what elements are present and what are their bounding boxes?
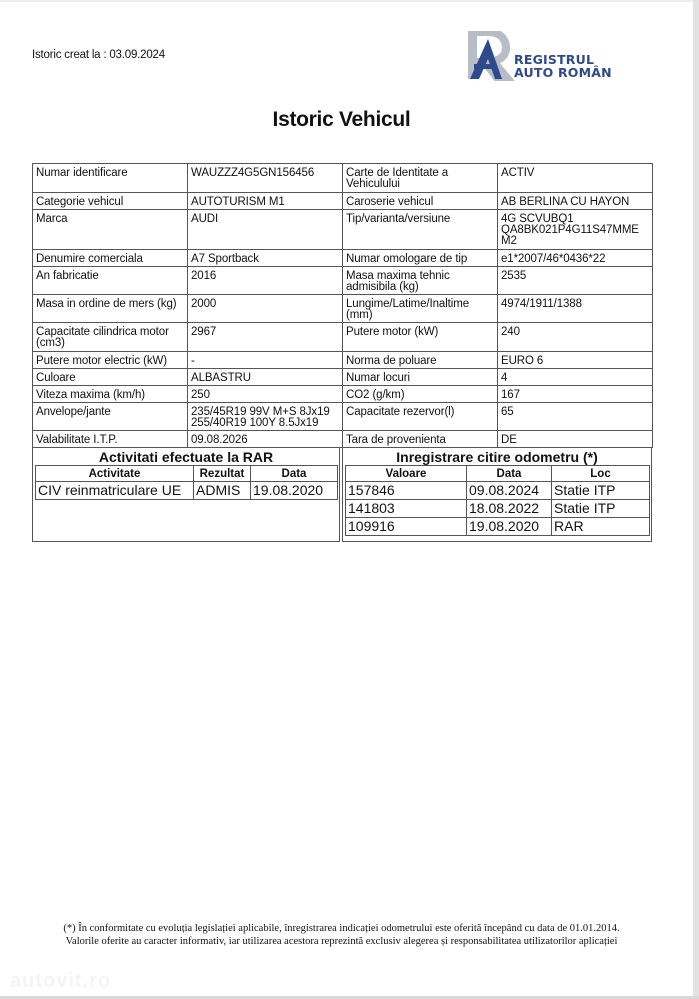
field-label-cell: Numar locuri (343, 369, 498, 386)
activities-section (32, 447, 340, 542)
field-value-cell: 2016 (188, 267, 343, 295)
field-label-cell: Numar identificare (33, 164, 188, 193)
field-label-cell: Capacitate rezervor(l) (343, 403, 498, 431)
field-label-cell: Marca (33, 210, 188, 250)
field-value-cell: AB BERLINA CU HAYON (498, 193, 653, 210)
table-row (33, 295, 653, 323)
rar-logo-mark-icon (466, 31, 516, 81)
table-row (346, 500, 650, 518)
field-label-cell: Tara de provenienta (343, 431, 498, 448)
location-cell: Statie ITP (552, 482, 650, 500)
column-header: Valoare (346, 466, 467, 482)
table-row (33, 210, 653, 250)
field-value-cell: A7 Sportback (188, 250, 343, 267)
column-header: Data (251, 466, 338, 482)
watermark: autovit.ro (10, 970, 112, 992)
footnote-line-1: (*) În conformitate cu evoluția legislației aplicabile, înregistrarea indicației odometrului este oferită începând cu data de 01.01.2014. (63, 923, 620, 934)
table-row (33, 164, 653, 193)
column-header: Rezultat (194, 466, 251, 482)
odometer-section (342, 447, 652, 542)
rar-logo (466, 31, 616, 81)
field-label-cell: An fabricatie (33, 267, 188, 295)
table-row (33, 386, 653, 403)
table-row (33, 250, 653, 267)
column-header: Activitate (36, 466, 194, 482)
field-value-cell: 09.08.2026 (188, 431, 343, 448)
table-row (346, 482, 650, 500)
field-value-cell: ALBASTRU (188, 369, 343, 386)
field-label-cell: Numar omologare de tip (343, 250, 498, 267)
field-value-cell: 235/45R19 99V M+S 8Jx19 255/40R19 100Y 8.5Jx19 (188, 403, 343, 431)
field-value-cell: AUTOTURISM M1 (188, 193, 343, 210)
location-cell: RAR (552, 518, 650, 536)
field-value-cell: 2000 (188, 295, 343, 323)
field-value-cell: - (188, 352, 343, 369)
field-label-cell: Denumire comerciala (33, 250, 188, 267)
field-value-cell: 167 (498, 386, 653, 403)
field-value-cell: e1*2007/46*0436*22 (498, 250, 653, 267)
value-cell: 141803 (346, 500, 467, 518)
value-cell: 157846 (346, 482, 467, 500)
rar-logo-text (514, 53, 612, 79)
field-value-cell: 4 (498, 369, 653, 386)
field-label-cell: Caroserie vehicul (343, 193, 498, 210)
field-value-cell: 240 (498, 323, 653, 352)
value-cell: 109916 (346, 518, 467, 536)
field-value-cell: DE (498, 431, 653, 448)
field-value-cell: 2535 (498, 267, 653, 295)
activity-cell: CIV reinmatriculare UE (36, 482, 194, 500)
footnote-line-2: Valorile oferite au caracter informativ, iar utilizarea acestora reprezintă exclusiv alegerea și responsabilitatea utilizatorilor aplicației (65, 936, 618, 947)
field-value-cell: 2967 (188, 323, 343, 352)
field-label-cell: Masa in ordine de mers (kg) (33, 295, 188, 323)
field-value-cell: AUDI (188, 210, 343, 250)
date-cell: 09.08.2024 (467, 482, 552, 500)
table-row (33, 369, 653, 386)
column-header: Data (467, 466, 552, 482)
field-label-cell: Carte de Identitate a Vehiculului (343, 164, 498, 193)
field-value-cell: EURO 6 (498, 352, 653, 369)
scrollbar-track[interactable] (693, 0, 699, 999)
date-cell: 18.08.2022 (467, 500, 552, 518)
field-label-cell: Putere motor electric (kW) (33, 352, 188, 369)
field-label-cell: Culoare (33, 369, 188, 386)
activities-title: Activitati efectuate la RAR (98, 449, 274, 465)
location-cell: Statie ITP (552, 500, 650, 518)
table-row (33, 403, 653, 431)
field-label-cell: Categorie vehicul (33, 193, 188, 210)
field-label-cell: Anvelope/jante (33, 403, 188, 431)
result-cell: ADMIS (194, 482, 251, 500)
field-value-cell: 4G SCVUBQ1 QA8BK021P4G11S47MME M2 (498, 210, 653, 250)
table-row (36, 482, 338, 500)
logo-line-2: AUTO ROMÂN (514, 65, 612, 80)
field-value-cell: ACTIV (498, 164, 653, 193)
field-value-cell: 65 (498, 403, 653, 431)
field-label-cell: Viteza maxima (km/h) (33, 386, 188, 403)
field-value-cell: 4974/1911/1388 (498, 295, 653, 323)
table-row (33, 323, 653, 352)
table-row (346, 518, 650, 536)
logo-line-1: REGISTRUL (514, 52, 595, 67)
activities-table (35, 465, 338, 500)
field-label-cell: Lungime/Latime/Inaltime (mm) (343, 295, 498, 323)
created-date-label: Istoric creat la : 03.09.2024 (32, 49, 165, 61)
field-label-cell: Tip/varianta/versiune (343, 210, 498, 250)
odometer-title: Inregistrare citire odometru (*) (396, 449, 598, 465)
page-title: Istoric Vehicul (272, 108, 411, 131)
table-row (33, 193, 653, 210)
date-cell: 19.08.2020 (467, 518, 552, 536)
footnote (0, 922, 683, 948)
odometer-table (345, 465, 650, 536)
field-label-cell: Norma de poluare (343, 352, 498, 369)
field-value-cell: WAUZZZ4G5GN156456 (188, 164, 343, 193)
vehicle-details-table (32, 163, 653, 448)
field-label-cell: Capacitate cilindrica motor (cm3) (33, 323, 188, 352)
field-label-cell: Masa maxima tehnic admisibila (kg) (343, 267, 498, 295)
field-label-cell: Valabilitate I.T.P. (33, 431, 188, 448)
column-header: Loc (552, 466, 650, 482)
field-label-cell: Putere motor (kW) (343, 323, 498, 352)
table-row (33, 352, 653, 369)
table-row (33, 267, 653, 295)
table-row (33, 431, 653, 448)
page-top-edge (0, 0, 699, 2)
field-label-cell: CO2 (g/km) (343, 386, 498, 403)
date-cell: 19.08.2020 (251, 482, 338, 500)
field-value-cell: 250 (188, 386, 343, 403)
